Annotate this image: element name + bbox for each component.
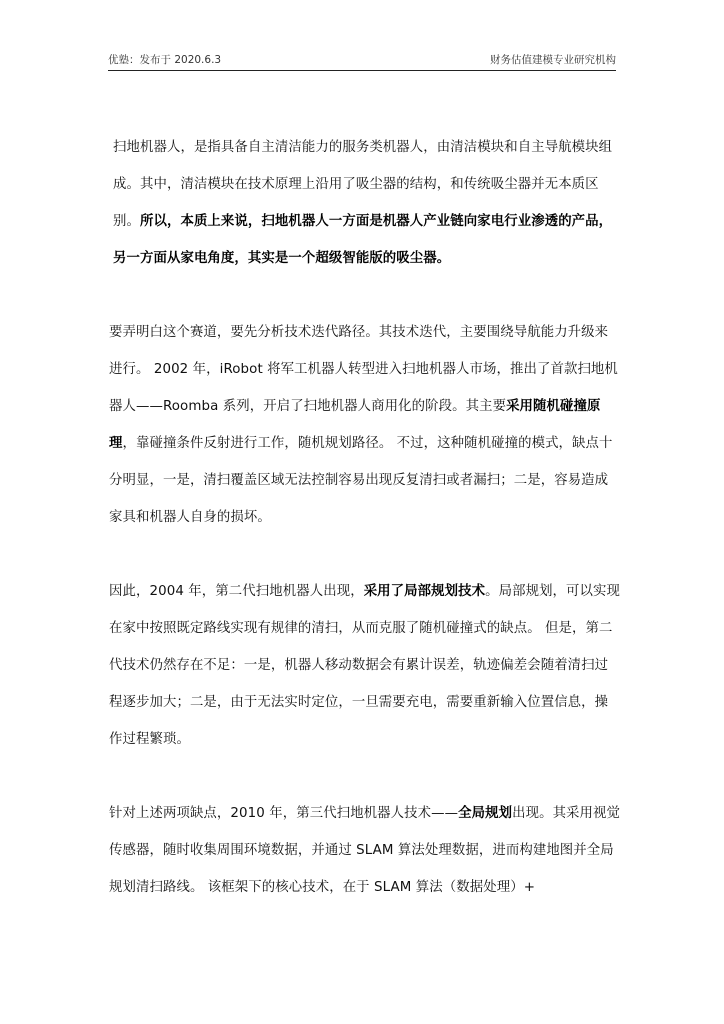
paragraph-text: 针对上述两项缺点，2010 年，第三代扫地机器人技术——	[109, 806, 459, 821]
paragraph-tech-iteration	[109, 314, 621, 536]
paragraph-text: ，靠碰撞条件反射进行工作，随机规划路径。 不过，这种随机碰撞的模式，缺点十分明显，一是，清扫覆盖区域无法控制容易出现反复清扫或者漏扫；二是，容易造成家具和机器人自身的损坏。	[109, 436, 613, 525]
paragraph-second-gen	[109, 573, 621, 758]
header-org-name: 财务估值建模专业研究机构	[490, 54, 616, 66]
paragraph-bold-text: 全局规划	[458, 806, 513, 821]
paragraph-bold-text: 采用了局部规划技术	[363, 584, 486, 599]
paragraph-text: 出现。其采用视觉传感器，随时收集周围环境数据，并通过 SLAM 算法处理数据，进而构建地图并全局规划清扫路线。 该框架下的核心技术，在于 SLAM 算法（数据处理）+	[109, 806, 621, 895]
paragraph-bold-text: 所以，本质上来说，扫地机器人一方面是机器人产业链向家电行业渗透的产品，另一方面从家电角度，其实是一个超级智能版的吸尘器。	[113, 214, 613, 266]
header-publish-info: 优塾：发布于 2020.6.3	[108, 54, 222, 66]
paragraph-third-gen	[109, 795, 621, 906]
paragraph-definition	[109, 129, 621, 277]
paragraph-text: 因此，2004 年，第二代扫地机器人出现，	[109, 584, 364, 599]
page-header	[108, 50, 616, 71]
paragraph-text: 扫地机器人，是指具备自主清洁能力的服务类机器人，由清洁模块和自主导航模块组成。其中，清洁模块在技术原理上沿用了吸尘器的结构，和传统吸尘器并无本质区别。	[113, 140, 613, 229]
paragraph-text: 。局部规划，可以实现在家中按照既定路线实现有规律的清扫，从而克服了随机碰撞式的缺点。 但是，第二代技术仍然存在不足：一是，机器人移动数据会有累计误差，轨迹偏差会随着清扫过程逐步加大；二是，由于无法实时定位，一旦需要充电，需要重新输入位置信息，操作过程繁琐。	[109, 584, 621, 747]
paragraph-text: 要弄明白这个赛道，要先分析技术迭代路径。其技术迭代，主要围绕导航能力升级来进行。 2002 年，iRobot 将军工机器人转型进入扫地机器人市场，推出了首款扫地机器人——Roomba 系列，开启了扫地机器人商用化的阶段。其主要	[109, 325, 618, 414]
paragraph-bold-text: 采用随机碰撞原理	[109, 399, 601, 451]
article-body	[109, 129, 621, 906]
